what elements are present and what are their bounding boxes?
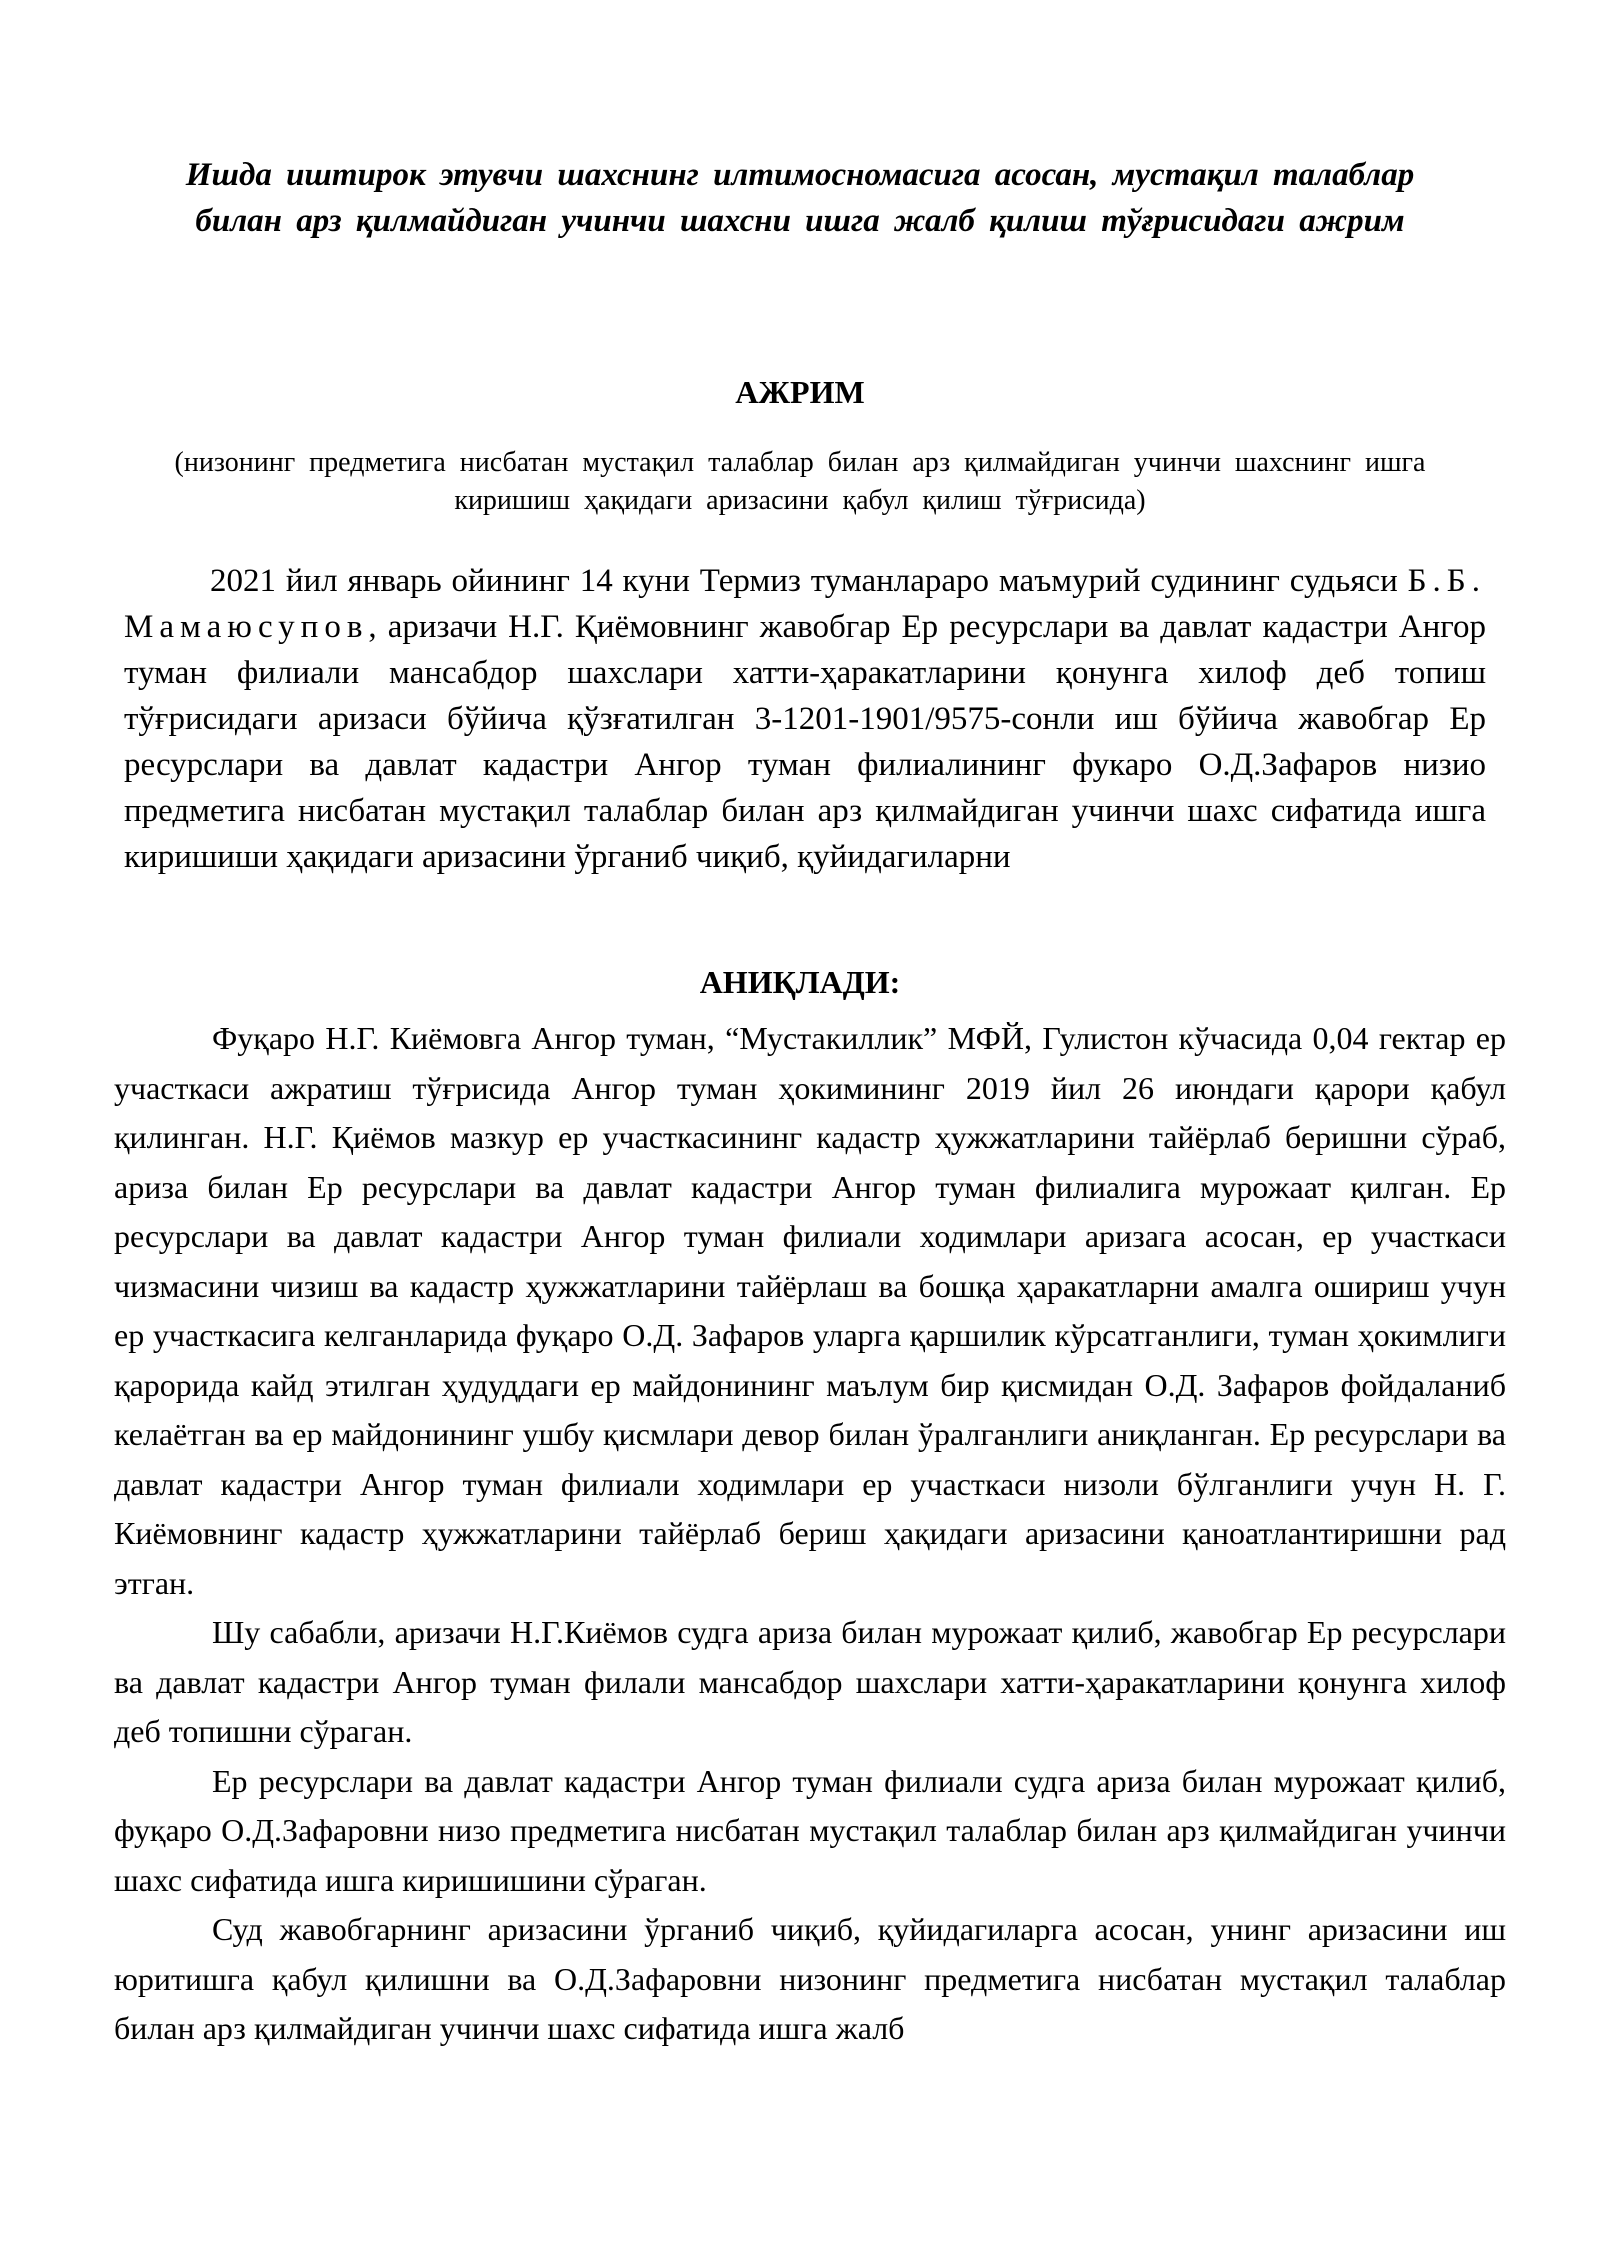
body-paragraph: Фуқаро Н.Г. Киёмовга Ангор туман, “Мустакиллик” МФЙ, Гулистон кўчасида 0,04 гектар ер участкаси ажратиш тўғрисида Ангор туман ҳокимининг 2019 йил 26 июндаги қарори қабул қилинган. Н.Г. Қиёмов мазкур ер участкасининг кадастр ҳужжатларини тайёрлаб беришни сўраб, ариза билан Ер ресурслари ва давлат кадастри Ангор туман филиалига мурожаат қилган. Ер ресурслари ва давлат кадастри Ангор туман филиали ходимлари аризага асосан, ер участкаси чизмасини чизиш ва кадастр ҳужжатларини тайёрлаш ва бошқа ҳаракатларни амалга ошириш учун ер участкасига келганларида фуқаро О.Д. Зафаров уларга қаршилик кўрсатганлиги, туман ҳокимлиги қарорида кайд этилган ҳудуддаги ер майдонининг маълум бир қисмидан О.Д. Зафаров фойдаланиб келаётган ва ер майдонининг ушбу қисмлари девор билан ўралганлиги аниқланган. Ер ресурслари ва давлат кадастри Ангор туман филиали ходимлари ер участкаси низоли бўлганлиги учун Н. Г. Киёмовнинг кадастр ҳужжатларини тайёрлаб бериш ҳақидаги аризасини қаноатлантиришни рад этган. — [114, 1020, 1506, 1601]
section-heading: АНИҚЛАДИ: — [699, 964, 901, 1000]
body-paragraph: Шу сабабли, аризачи Н.Г.Киёмов судга ариза билан мурожаат қилиб, жавобгар Ер ресурслари ва давлат кадастри Ангор туман филали мансабдор шахслари хатти-ҳаракатларини қонунга хилоф деб топишни сўраган. — [114, 1614, 1506, 1749]
ruling-subtitle: (низонинг предметига нисбатан мустақил талаблар билан арз қилмайдиган учинчи шахснинг ишга киришиш ҳақидаги аризасини қабул қилиш тўғрисида) — [174, 447, 1426, 516]
body-text — [114, 1014, 1506, 2054]
body-paragraph: Суд жавобгарнинг аризасини ўрганиб чиқиб, қуйидагиларга асосан, унинг аризасини иш юритишга қабул қилишни ва О.Д.Зафаровни низонинг предметига нисбатан мустақил талаблар билан арз қилмайдиган учинчи шахс сифатида ишга жалб — [114, 1911, 1506, 2046]
intro-paragraph — [124, 558, 1486, 880]
ruling-heading: АЖРИМ — [735, 374, 865, 410]
intro-text-start: 2021 йил январь ойининг 14 куни Термиз туманлараро маъмурий судининг судьяси — [210, 563, 1398, 599]
judge-name: Б.Б. Мамаюсупов — [124, 563, 1486, 645]
intro-text-end: , аризачи Н.Г. Қиёмовнинг жавобгар Ер ресурслари ва давлат кадастри Ангор туман филиали мансабдор шахслари хатти-ҳаракатларини қонунга хилоф деб топиш тўғрисидаги аризаси бўйича қўзғатилган 3-1201-1901/9575-сонли иш бўйича жавобгар Ер ресурслари ва давлат кадастри Ангор туман филиалининг фукаро О.Д.Зафаров низио предметига нисбатан мустақил талаблар билан арз қилмайдиган учинчи шахс сифатида ишга киришиши ҳақидаги аризасини ўрганиб чиқиб, қуйидагиларни — [124, 609, 1486, 875]
document-title: Ишда иштирок этувчи шахснинг илтимосномасига асосан, мустақил талаблар билан арз қилмайдиган учинчи шахсни ишга жалб қилиш тўғрисидаги ажрим — [185, 157, 1415, 239]
body-paragraph: Ер ресурслари ва давлат кадастри Ангор туман филиали судга ариза билан мурожаат қилиб, фуқаро О.Д.Зафаровни низо предметига нисбатан мустақил талаблар билан арз қилмайдиган учинчи шахс сифатида ишга киришишини сўраган. — [114, 1762, 1506, 1898]
